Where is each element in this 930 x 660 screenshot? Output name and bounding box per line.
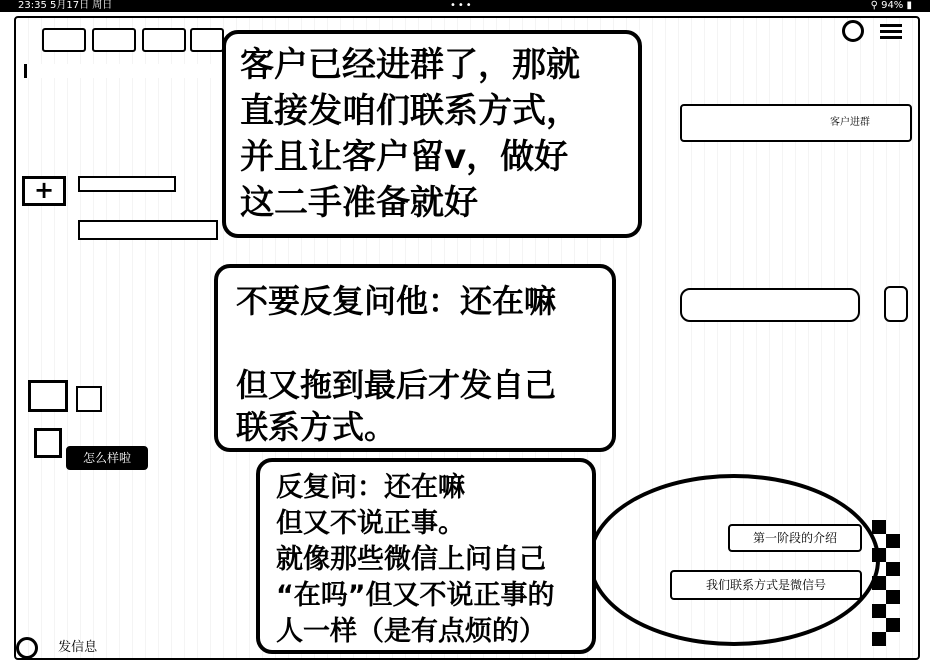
chat-bubble-right: 第一阶段的介绍 — [728, 524, 862, 552]
decoration — [886, 562, 900, 576]
decoration — [872, 520, 886, 534]
right-top-bubble: 客户进群 — [680, 104, 912, 142]
decoration — [886, 534, 900, 548]
menu-icon[interactable] — [880, 24, 902, 40]
avatar[interactable] — [76, 386, 102, 412]
add-icon[interactable]: + — [22, 176, 66, 206]
toolbar-button[interactable] — [142, 28, 186, 52]
annotation-note-1: 客户已经进群了，那就 直接发咱们联系方式， 并且让客户留v，做好 这二手准备就好 — [222, 30, 642, 238]
grid-icon — [28, 380, 68, 412]
annotation-note-3: 反复问：还在嘛 但又不说正事。 就像那些微信上问自己 “在吗”但又不说正事的 人一样（是有点烦的） — [256, 458, 596, 654]
toolbar-button[interactable] — [190, 28, 224, 52]
message-bubble — [680, 288, 860, 322]
side-button[interactable] — [884, 286, 908, 322]
status-time: 23:35 5月17日 周日 — [18, 0, 113, 11]
annotation-note-2: 不要反复问他：还在嘛 但又拖到最后才发自己 联系方式。 — [214, 264, 616, 452]
message-row — [24, 64, 224, 78]
highlight-ellipse — [588, 474, 880, 646]
voice-icon[interactable] — [16, 637, 38, 659]
compose-bar[interactable]: 发信息 — [16, 636, 97, 659]
more-dots-icon[interactable]: ••• — [450, 0, 474, 11]
battery-indicator: ⚲ 94% ▮ — [870, 0, 912, 11]
decoration — [886, 590, 900, 604]
chat-bubble-right: 我们联系方式是微信号 — [670, 570, 862, 600]
menu-block — [34, 428, 62, 458]
decoration — [886, 618, 900, 632]
back-button[interactable] — [42, 28, 86, 52]
message-row — [78, 220, 218, 240]
toolbar-button[interactable] — [92, 28, 136, 52]
message-row — [78, 176, 176, 192]
left-badge: 怎么样啦 — [66, 446, 148, 470]
status-bar — [0, 0, 930, 12]
decoration — [872, 604, 886, 618]
search-icon[interactable] — [842, 20, 864, 42]
decoration — [872, 632, 886, 646]
